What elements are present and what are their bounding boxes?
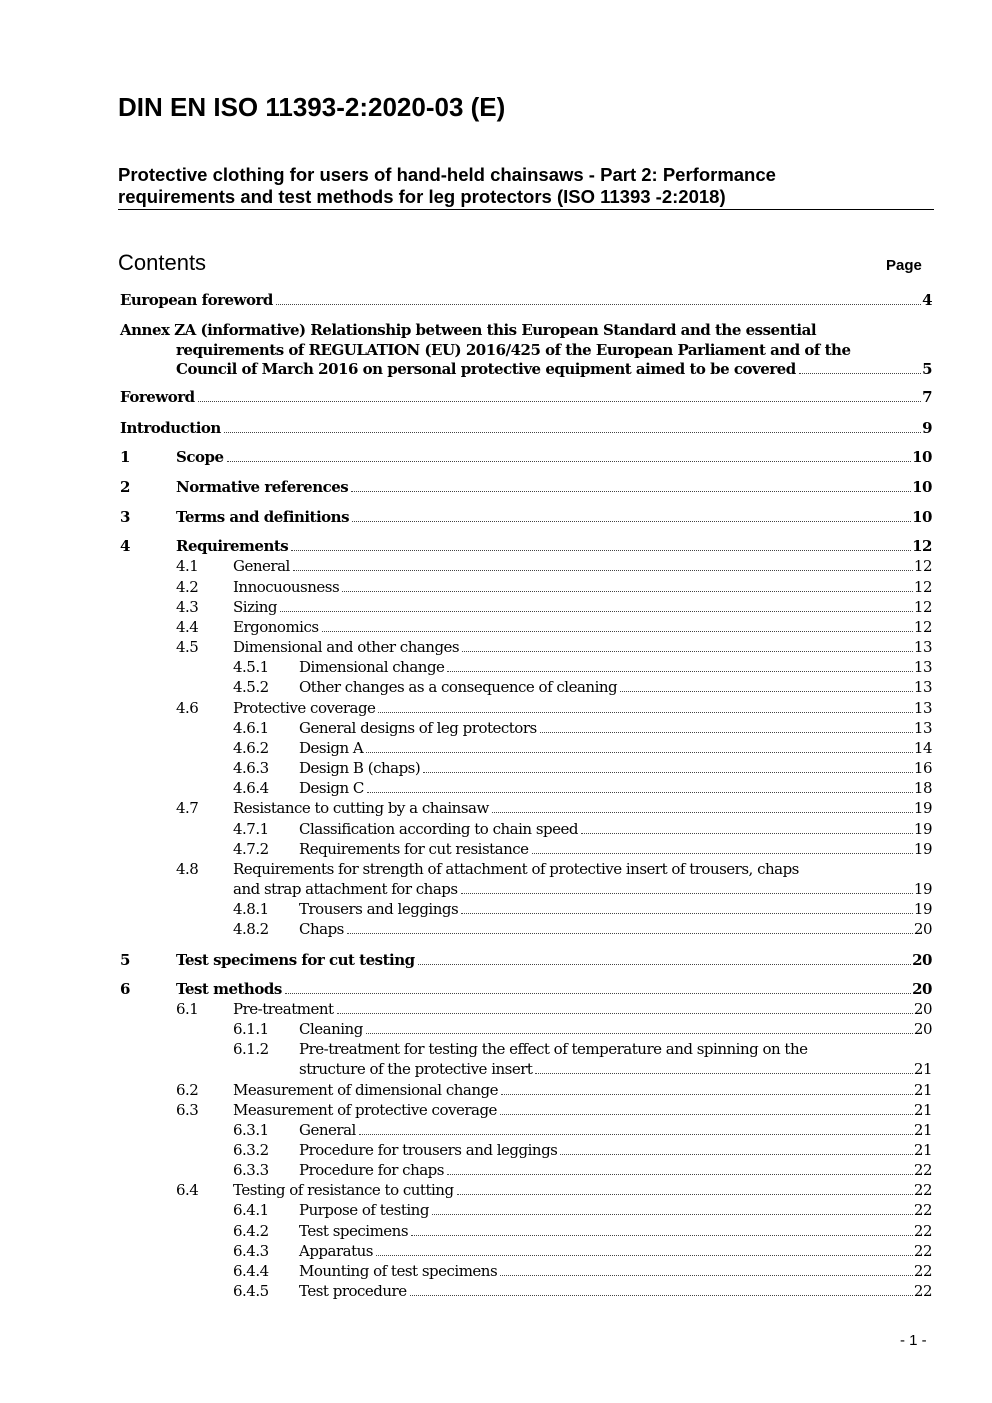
toc-entry-page: 9 bbox=[922, 419, 932, 437]
toc-entry-title: Ergonomics bbox=[233, 618, 319, 636]
toc-entry-title: Scope bbox=[176, 448, 224, 466]
toc-entry-line bbox=[299, 1261, 932, 1281]
toc-entry-page: 22 bbox=[913, 1262, 932, 1280]
toc-entry-line bbox=[233, 1080, 932, 1100]
toc-entry-number: 4.3 bbox=[176, 598, 199, 616]
toc-dot-leader bbox=[410, 1295, 913, 1296]
toc-entry-line bbox=[176, 536, 932, 556]
toc-dot-leader bbox=[352, 521, 911, 522]
toc-entry-number: 4.6.4 bbox=[233, 779, 269, 797]
toc-entry-page: 22 bbox=[913, 1181, 932, 1199]
toc-entry-line bbox=[299, 718, 932, 738]
toc-entry-number: 6.4.2 bbox=[233, 1222, 269, 1240]
toc-entry-title: Other changes as a consequence of cleaning bbox=[299, 678, 618, 696]
toc-dot-leader bbox=[376, 1255, 913, 1256]
contents-heading: Contents bbox=[118, 250, 207, 275]
toc-entry-number: 4.6.2 bbox=[233, 739, 269, 757]
toc-entry-number: 4.4 bbox=[176, 618, 199, 636]
toc-entry-line bbox=[176, 950, 932, 970]
toc-entry-title: Measurement of dimensional change bbox=[233, 1081, 498, 1099]
toc-entry-number: 4.5.1 bbox=[233, 658, 269, 676]
toc-dot-leader bbox=[285, 993, 911, 994]
toc-entry-line bbox=[233, 637, 932, 657]
toc-entry-line bbox=[233, 798, 932, 818]
toc-entry-page: 12 bbox=[913, 578, 932, 596]
toc-dot-leader bbox=[457, 1194, 913, 1195]
toc-entry-number: 4.5 bbox=[176, 638, 199, 656]
toc-entry-page: 19 bbox=[913, 840, 932, 858]
toc-dot-leader bbox=[581, 833, 913, 834]
toc-dot-leader bbox=[224, 432, 921, 433]
toc-entry-number: 4 bbox=[120, 537, 130, 555]
toc-entry-european-foreword[interactable] bbox=[120, 290, 932, 310]
toc-entry-page: 14 bbox=[913, 739, 932, 757]
toc-dot-leader bbox=[227, 461, 912, 462]
toc-dot-leader bbox=[492, 812, 913, 813]
toc-entry-title: Protective coverage bbox=[233, 699, 376, 717]
toc-dot-leader bbox=[540, 732, 913, 733]
toc-dot-leader bbox=[535, 1073, 912, 1074]
toc-entry-title: Mounting of test specimens bbox=[299, 1262, 498, 1280]
toc-entry-number: 3 bbox=[120, 508, 130, 526]
toc-entry-number: 6.3.1 bbox=[233, 1121, 269, 1139]
toc-dot-leader bbox=[461, 913, 913, 914]
toc-entry-title-line: requirements of REGULATION (EU) 2016/425 of the European Parliament and of the bbox=[176, 341, 851, 359]
toc-entry-title: Design C bbox=[299, 779, 364, 797]
toc-entry-line bbox=[299, 1019, 932, 1039]
toc-entry-line bbox=[299, 819, 932, 839]
toc-dot-leader bbox=[560, 1154, 913, 1155]
toc-entry-page: 21 bbox=[913, 1060, 932, 1078]
toc-entry-line bbox=[299, 1059, 932, 1079]
toc-entry-line bbox=[233, 617, 932, 637]
toc-entry-title: General bbox=[233, 557, 290, 575]
toc-entry-page: 12 bbox=[912, 537, 932, 555]
toc-dot-leader bbox=[462, 651, 913, 652]
toc-entry-page: 21 bbox=[913, 1081, 932, 1099]
toc-entry-page: 7 bbox=[922, 388, 932, 406]
toc-dot-leader bbox=[378, 712, 912, 713]
toc-entry-line bbox=[299, 1221, 932, 1241]
toc-dot-leader bbox=[351, 491, 911, 492]
toc-entry-number: 6.3 bbox=[176, 1101, 199, 1119]
toc-dot-leader bbox=[198, 401, 921, 402]
toc-entry-title: Innocuousness bbox=[233, 578, 340, 596]
toc-entry-page: 22 bbox=[913, 1282, 932, 1300]
toc-entry-number: 1 bbox=[120, 448, 130, 466]
toc-entry-introduction[interactable] bbox=[120, 418, 932, 438]
toc-entry-title: Apparatus bbox=[299, 1242, 373, 1260]
toc-entry-title: Requirements for cut resistance bbox=[299, 840, 529, 858]
toc-dot-leader bbox=[337, 1013, 913, 1014]
toc-entry-number: 6.2 bbox=[176, 1081, 199, 1099]
toc-entry-title: Requirements bbox=[176, 537, 289, 555]
toc-entry-number: 4.8.2 bbox=[233, 920, 269, 938]
toc-entry-page: 22 bbox=[913, 1161, 932, 1179]
toc-entry-page: 20 bbox=[912, 951, 932, 969]
toc-dot-leader bbox=[322, 631, 913, 632]
toc-entry-page: 20 bbox=[913, 1020, 932, 1038]
toc-dot-leader bbox=[291, 550, 911, 551]
toc-dot-leader bbox=[366, 752, 913, 753]
toc-dot-leader bbox=[500, 1114, 913, 1115]
toc-entry-title: Purpose of testing bbox=[299, 1201, 429, 1219]
toc-entry-line bbox=[176, 979, 932, 999]
toc-entry-title: Test procedure bbox=[299, 1282, 407, 1300]
toc-dot-leader bbox=[411, 1235, 913, 1236]
toc-entry-line bbox=[233, 1100, 932, 1120]
toc-entry-number: 2 bbox=[120, 478, 130, 496]
toc-entry-title: Resistance to cutting by a chainsaw bbox=[233, 799, 489, 817]
toc-entry-title-line: Council of March 2016 on personal protective equipment aimed to be covered bbox=[176, 360, 796, 378]
toc-dot-leader bbox=[500, 1275, 913, 1276]
subtitle-line: Protective clothing for users of hand-held chainsaws - Part 2: Performance bbox=[118, 164, 776, 185]
toc-dot-leader bbox=[461, 893, 913, 894]
toc-entry-title: Measurement of protective coverage bbox=[233, 1101, 497, 1119]
toc-entry-number: 4.2 bbox=[176, 578, 199, 596]
toc-entry-foreword[interactable] bbox=[120, 387, 932, 407]
toc-entry-page: 22 bbox=[913, 1201, 932, 1219]
toc-entry-title: Introduction bbox=[120, 419, 221, 437]
toc-entry-page: 21 bbox=[913, 1121, 932, 1139]
toc-dot-leader bbox=[799, 373, 921, 374]
toc-entry-page: 18 bbox=[913, 779, 932, 797]
toc-entry-page: 13 bbox=[913, 678, 932, 696]
toc-entry-line bbox=[233, 556, 932, 576]
toc-entry-number: 4.7.1 bbox=[233, 820, 269, 838]
toc-entry-page: 22 bbox=[913, 1222, 932, 1240]
toc-entry-page: 10 bbox=[912, 448, 932, 466]
toc-entry-page: 20 bbox=[913, 920, 932, 938]
subtitle-line: requirements and test methods for leg protectors (ISO 11393 -2:2018) bbox=[118, 186, 726, 207]
toc-entry-line bbox=[176, 477, 932, 497]
toc-entry-number: 4.7.2 bbox=[233, 840, 269, 858]
toc-entry-title: General bbox=[299, 1121, 356, 1139]
toc-entry-number: 4.8.1 bbox=[233, 900, 269, 918]
toc-entry-line bbox=[299, 677, 932, 697]
toc-entry-number: 6.1.2 bbox=[233, 1040, 269, 1058]
toc-dot-leader bbox=[501, 1094, 913, 1095]
toc-entry-title: Design B (chaps) bbox=[299, 759, 421, 777]
toc-entry-page: 19 bbox=[913, 880, 932, 898]
toc-entry-page: 5 bbox=[922, 360, 932, 378]
toc-entry-line bbox=[233, 879, 932, 899]
toc-entry-title: Chaps bbox=[299, 920, 344, 938]
toc-entry-line bbox=[299, 1241, 932, 1261]
toc-entry-title-line: Annex ZA (informative) Relationship between this European Standard and the essential bbox=[120, 321, 817, 339]
toc-entry-title: Dimensional change bbox=[299, 658, 445, 676]
toc-entry-title-line: Pre-treatment for testing the effect of temperature and spinning on the bbox=[299, 1040, 808, 1058]
toc-dot-leader bbox=[423, 772, 913, 773]
toc-entry-title: Classification according to chain speed bbox=[299, 820, 578, 838]
document-title: DIN EN ISO 11393-2:2020-03 (E) bbox=[118, 92, 506, 122]
toc-entry-title-line: and strap attachment for chaps bbox=[233, 880, 458, 898]
toc-entry-line bbox=[233, 577, 932, 597]
toc-entry-number: 6.4 bbox=[176, 1181, 199, 1199]
toc-dot-leader bbox=[367, 792, 913, 793]
toc-dot-leader bbox=[276, 304, 921, 305]
toc-entry-line bbox=[176, 447, 932, 467]
toc-entry-page: 12 bbox=[913, 557, 932, 575]
toc-entry-title: Procedure for trousers and leggings bbox=[299, 1141, 558, 1159]
toc-entry-page: 19 bbox=[913, 799, 932, 817]
toc-entry-number: 4.6 bbox=[176, 699, 199, 717]
toc-entry-line bbox=[233, 1180, 932, 1200]
toc-entry-page: 13 bbox=[913, 638, 932, 656]
toc-entry-title: Dimensional and other changes bbox=[233, 638, 460, 656]
toc-entry-title: Terms and definitions bbox=[176, 508, 350, 526]
toc-entry-number: 4.1 bbox=[176, 557, 199, 575]
toc-entry-page: 19 bbox=[913, 820, 932, 838]
toc-entry-title: European foreword bbox=[120, 291, 273, 309]
toc-entry-page: 13 bbox=[913, 719, 932, 737]
toc-entry-title: Normative references bbox=[176, 478, 349, 496]
toc-entry-title: Testing of resistance to cutting bbox=[233, 1181, 454, 1199]
toc-entry-title: Test specimens bbox=[299, 1222, 409, 1240]
toc-entry-page: 10 bbox=[912, 508, 932, 526]
toc-entry-page: 19 bbox=[913, 900, 932, 918]
toc-entry-title: Foreword bbox=[120, 388, 195, 406]
toc-entry-number: 6.4.4 bbox=[233, 1262, 269, 1280]
toc-entry-number: 6.4.1 bbox=[233, 1201, 269, 1219]
toc-entry-page: 20 bbox=[912, 980, 932, 998]
toc-entry-line bbox=[299, 839, 932, 859]
toc-entry-line bbox=[233, 597, 932, 617]
toc-dot-leader bbox=[347, 933, 913, 934]
toc-entry-title-line: structure of the protective insert bbox=[299, 1060, 533, 1078]
toc-entry-page: 20 bbox=[913, 1000, 932, 1018]
toc-dot-leader bbox=[532, 853, 913, 854]
toc-dot-leader bbox=[432, 1214, 913, 1215]
toc-entry-title: Design A bbox=[299, 739, 364, 757]
toc-entry-title: General designs of leg protectors bbox=[299, 719, 537, 737]
toc-entry-title-line: Requirements for strength of attachment of protective insert of trousers, chaps bbox=[233, 860, 799, 878]
toc-dot-leader bbox=[447, 671, 912, 672]
toc-entry-number: 6.4.3 bbox=[233, 1242, 269, 1260]
toc-entry-line bbox=[299, 778, 932, 798]
toc-entry-page: 10 bbox=[912, 478, 932, 496]
toc-entry-title: Cleaning bbox=[299, 1020, 363, 1038]
toc-entry-line bbox=[299, 1140, 932, 1160]
toc-entry-number: 4.8 bbox=[176, 860, 199, 878]
toc-dot-leader bbox=[418, 964, 912, 965]
toc-entry-number: 6.3.3 bbox=[233, 1161, 269, 1179]
toc-entry-line bbox=[233, 999, 932, 1019]
toc-entry-page: 12 bbox=[913, 598, 932, 616]
toc-entry-page: 21 bbox=[913, 1101, 932, 1119]
toc-dot-leader bbox=[342, 591, 913, 592]
toc-entry-line bbox=[299, 738, 932, 758]
toc-entry-title: Procedure for chaps bbox=[299, 1161, 444, 1179]
toc-entry-line bbox=[299, 1120, 932, 1140]
toc-entry-line bbox=[299, 899, 932, 919]
toc-entry-line bbox=[299, 1200, 932, 1220]
toc-dot-leader bbox=[280, 611, 913, 612]
toc-entry-title: Trousers and leggings bbox=[299, 900, 459, 918]
toc-entry-title: Pre-treatment bbox=[233, 1000, 334, 1018]
toc-entry-page: 12 bbox=[913, 618, 932, 636]
toc-dot-leader bbox=[293, 570, 913, 571]
toc-entry-page: 22 bbox=[913, 1242, 932, 1260]
toc-entry-line bbox=[299, 657, 932, 677]
toc-entry-number: 6 bbox=[120, 980, 130, 998]
toc-entry-line bbox=[299, 1281, 932, 1301]
toc-entry-number: 6.1.1 bbox=[233, 1020, 269, 1038]
toc-entry-title: Test specimens for cut testing bbox=[176, 951, 415, 969]
toc-entry-line bbox=[299, 919, 932, 939]
toc-entry-number: 6.3.2 bbox=[233, 1141, 269, 1159]
toc-entry-line bbox=[233, 698, 932, 718]
toc-dot-leader bbox=[620, 691, 913, 692]
toc-entry-number: 4.6.1 bbox=[233, 719, 269, 737]
toc-entry-title: Test methods bbox=[176, 980, 282, 998]
toc-entry-line bbox=[299, 1160, 932, 1180]
toc-entry-page: 13 bbox=[913, 699, 932, 717]
toc-entry-number: 4.7 bbox=[176, 799, 199, 817]
toc-dot-leader bbox=[359, 1134, 913, 1135]
toc-dot-leader bbox=[366, 1033, 913, 1034]
toc-entry-title: Sizing bbox=[233, 598, 278, 616]
toc-entry-page: 4 bbox=[922, 291, 932, 309]
toc-entry-line bbox=[176, 507, 932, 527]
toc-entry-line bbox=[299, 758, 932, 778]
toc-entry-number: 5 bbox=[120, 951, 130, 969]
page-column-label: Page bbox=[886, 257, 922, 274]
toc-dot-leader bbox=[447, 1174, 913, 1175]
toc-entry-number: 6.4.5 bbox=[233, 1282, 269, 1300]
toc-entry-last-line bbox=[176, 359, 932, 379]
toc-entry-number: 4.6.3 bbox=[233, 759, 269, 777]
toc-entry-number: 4.5.2 bbox=[233, 678, 269, 696]
toc-entry-page: 13 bbox=[913, 658, 932, 676]
document-subtitle bbox=[118, 164, 934, 210]
toc-entry-number: 6.1 bbox=[176, 1000, 199, 1018]
page-number: - 1 - bbox=[900, 1332, 927, 1349]
toc-entry-page: 16 bbox=[913, 759, 932, 777]
toc-entry-page: 21 bbox=[913, 1141, 932, 1159]
